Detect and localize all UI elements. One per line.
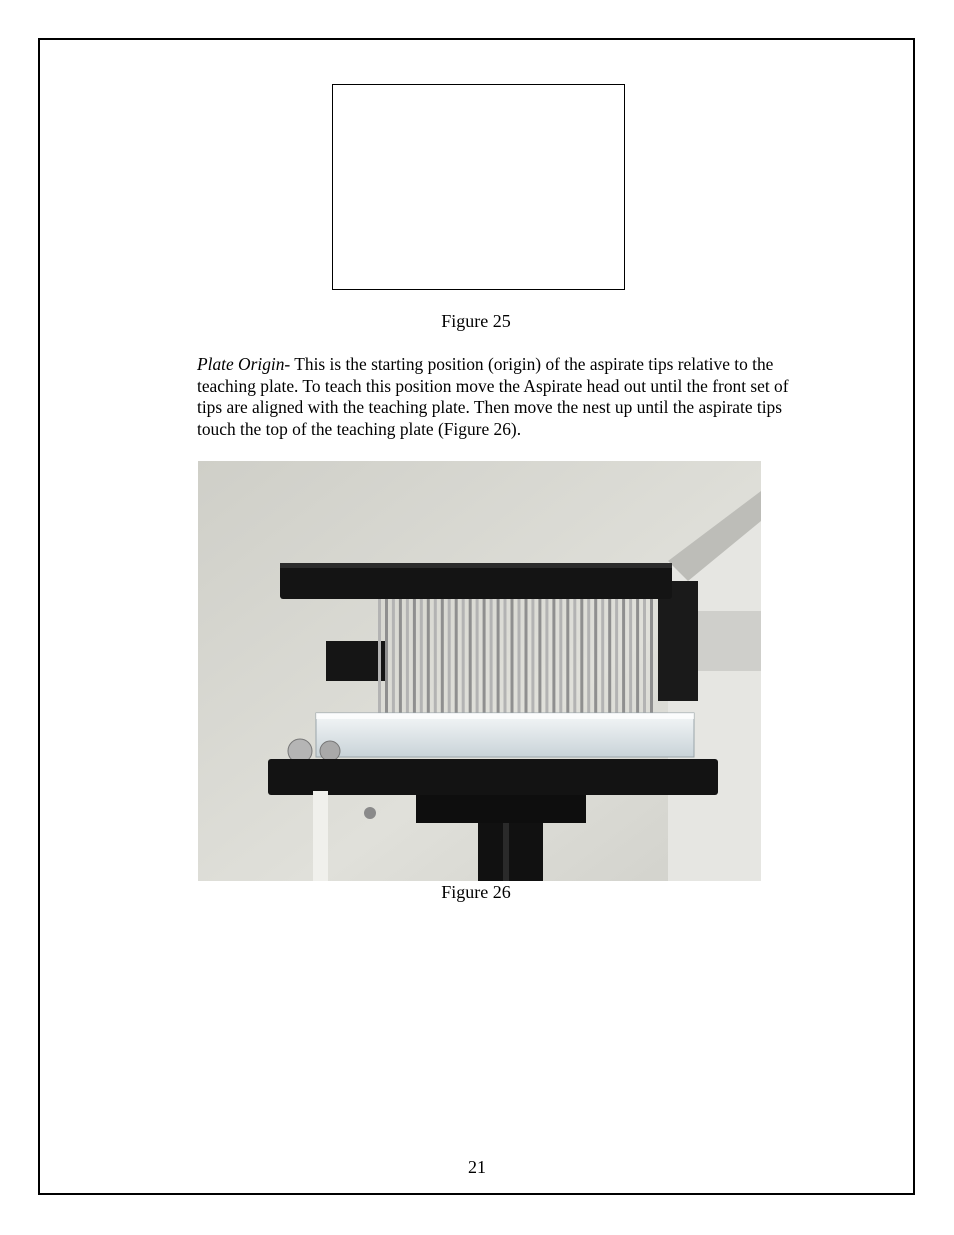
aspirate-tip	[650, 599, 653, 713]
frame-screw	[364, 807, 376, 819]
aspirate-tip	[531, 599, 534, 713]
aspirate-tip	[504, 599, 507, 713]
aspirate-tip	[406, 599, 409, 713]
aspirate-tip	[490, 599, 493, 713]
aspirate-tip	[545, 599, 548, 713]
aspirate-tip	[580, 599, 583, 713]
aspirate-tip	[378, 599, 381, 713]
nest-stand	[478, 823, 543, 881]
aspirate-tip	[608, 599, 611, 713]
figure-26-caption: Figure 26	[441, 882, 511, 902]
figure-26-photo	[198, 461, 761, 881]
aspirate-tip	[594, 599, 597, 713]
page-number: 21	[468, 1157, 486, 1177]
aspirate-tip	[476, 599, 479, 713]
aspirate-tip	[497, 599, 500, 713]
aspirate-tip	[525, 599, 528, 713]
aspirate-head-top-plate	[280, 563, 672, 599]
aspirate-tip	[552, 599, 555, 713]
aspirate-tip	[385, 599, 388, 713]
aspirate-tip	[392, 599, 395, 713]
aspirate-tip	[629, 599, 632, 713]
plate-rim	[316, 713, 694, 719]
left-label-strip	[313, 791, 328, 881]
left-arm	[326, 641, 386, 681]
aspirate-tip	[615, 599, 618, 713]
aspirate-tip	[462, 599, 465, 713]
aspirate-tip	[413, 599, 416, 713]
aspirate-tip	[573, 599, 576, 713]
head-top-highlight	[280, 563, 672, 568]
right-rail	[698, 611, 761, 671]
teaching-plate	[316, 713, 694, 757]
aspirate-tip	[636, 599, 639, 713]
aspirate-tip	[441, 599, 444, 713]
aspirate-tip	[518, 599, 521, 713]
aspirate-tip	[601, 599, 604, 713]
plate-origin-text: This is the starting position (origin) of the aspirate tips relative to the teaching plate. To teach this position move the Aspirate head out until the front set of tips are aligned with the teaching plate. Then move the nest up until the aspirate tips touch the top of the teaching plate (Figure 26).	[197, 354, 789, 439]
screw-left-2	[320, 741, 340, 761]
aspirate-tip	[538, 599, 541, 713]
aspirate-tip	[455, 599, 458, 713]
stand-highlight	[503, 823, 509, 881]
aspirate-tip	[622, 599, 625, 713]
aspirate-tip	[566, 599, 569, 713]
aspirate-tip	[420, 599, 423, 713]
aspirate-tip	[399, 599, 402, 713]
nest-support-block	[416, 795, 586, 823]
aspirate-tip	[643, 599, 646, 713]
aspirate-tip	[483, 599, 486, 713]
aspirate-tip	[427, 599, 430, 713]
nest-plate	[268, 759, 718, 795]
aspirate-tip	[511, 599, 514, 713]
aspirate-tip	[469, 599, 472, 713]
plate-origin-paragraph	[197, 354, 807, 440]
aspirate-tip	[448, 599, 451, 713]
plate-origin-term: Plate Origin-	[197, 354, 291, 374]
aspirate-tip	[434, 599, 437, 713]
figure-25-caption: Figure 25	[441, 311, 511, 331]
aspirate-tip	[559, 599, 562, 713]
figure-25-image	[332, 84, 625, 290]
aspirate-tip	[587, 599, 590, 713]
aspirate-head-photo-illustration	[198, 461, 761, 881]
